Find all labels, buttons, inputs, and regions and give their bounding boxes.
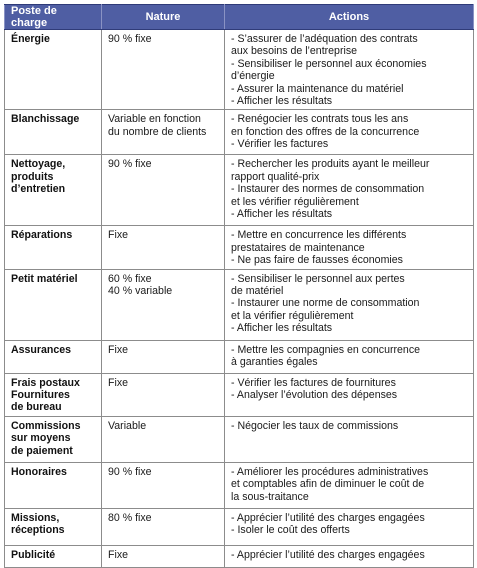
cell-poste-line: Honoraires: [11, 465, 67, 478]
cell-actions: [225, 462, 474, 508]
cell-poste-line: réceptions: [11, 524, 65, 537]
cell-poste-line: Commissions: [11, 419, 81, 432]
cell-nature: [102, 462, 225, 508]
cell-nature: [102, 30, 225, 110]
cell-poste-line: Énergie: [11, 33, 50, 45]
table-row: [5, 340, 474, 373]
cell-poste: [5, 508, 102, 545]
cell-actions-line: - Sensibiliser le personnel aux pertes: [231, 272, 405, 285]
cell-nature-line: 80 % fixe: [108, 511, 152, 524]
cell-poste: [5, 30, 102, 110]
cell-nature: [102, 155, 225, 226]
table-row: [5, 416, 474, 462]
table-row: [5, 226, 474, 269]
cell-nature: [102, 340, 225, 373]
table-row: [5, 462, 474, 508]
cell-poste: [5, 373, 102, 416]
cell-actions-line: rapport qualité-prix: [231, 170, 320, 183]
cell-actions-line: et comptables afin de diminuer le coût de: [231, 478, 425, 491]
cell-poste-line: d’entretien: [11, 183, 66, 196]
table-row: [5, 508, 474, 545]
cell-actions: [225, 110, 474, 155]
header-row: [5, 5, 474, 30]
cell-poste-line: sur moyens: [11, 432, 71, 445]
cell-poste-line: Fournitures: [11, 389, 70, 402]
cell-actions-line: - S’assurer de l’adéquation des contrats: [231, 33, 418, 45]
cell-actions-line: - Améliorer les procédures administratives: [231, 465, 429, 478]
cell-actions-line: - Afficher les résultats: [231, 95, 333, 108]
cell-actions-line: - Instaurer des normes de consommation: [231, 183, 425, 196]
cell-poste: [5, 462, 102, 508]
cell-poste-line: Réparations: [11, 229, 73, 242]
cell-actions-line: - Analyser l’évolution des dépenses: [231, 389, 398, 402]
cell-poste-line: de paiement: [11, 444, 73, 457]
cell-poste-line: Blanchissage: [11, 113, 80, 126]
cell-poste: [5, 340, 102, 373]
cell-nature-line: Fixe: [108, 548, 129, 561]
cell-actions: [225, 416, 474, 462]
cell-actions: [225, 508, 474, 545]
cell-actions-line: la sous-traitance: [231, 490, 309, 503]
cell-actions-line: - Isoler le coût des offerts: [231, 524, 350, 537]
cell-nature-line: du nombre de clients: [108, 125, 207, 138]
cell-poste: [5, 416, 102, 462]
table-row: [5, 269, 474, 340]
cell-actions-line: - Assurer la maintenance du matériel: [231, 82, 404, 95]
cell-actions-line: - Renégocier les contrats tous les ans: [231, 113, 409, 126]
cell-nature: [102, 226, 225, 269]
cell-actions-line: en fonction des offres de la concurrence: [231, 125, 420, 138]
cell-nature-line: Fixe: [108, 343, 129, 356]
cell-poste: [5, 269, 102, 340]
table-row: [5, 155, 474, 226]
cell-actions-line: - Vérifier les factures de fournitures: [231, 376, 396, 389]
cell-nature-line: 90 % fixe: [108, 158, 152, 171]
cell-actions: [225, 30, 474, 110]
cell-nature-line: Fixe: [108, 229, 129, 242]
cell-poste-line: Nettoyage,: [11, 158, 66, 171]
cell-poste-line: produits: [11, 170, 54, 183]
cell-nature: [102, 373, 225, 416]
cell-nature: [102, 545, 225, 567]
cell-actions-line: à garanties égales: [231, 356, 318, 369]
cell-poste-line: Frais postaux: [11, 376, 80, 389]
cell-actions-line: prestataires de maintenance: [231, 241, 365, 254]
table-row: [5, 30, 474, 110]
cell-nature: [102, 508, 225, 545]
cell-nature: [102, 269, 225, 340]
cell-nature-line: 40 % variable: [108, 285, 173, 298]
cell-nature-line: Variable: [108, 419, 147, 432]
header-actions: Actions: [225, 5, 474, 30]
cell-nature-line: 60 % fixe: [108, 272, 152, 285]
table-row: [5, 373, 474, 416]
cell-actions-line: - Rechercher les produits ayant le meilleur: [231, 158, 430, 171]
cell-actions: [225, 269, 474, 340]
cell-nature-line: Fixe: [108, 376, 129, 389]
charges-table: [4, 4, 474, 568]
charges-table-container: [4, 4, 473, 568]
header-poste: Poste de charge: [5, 5, 102, 30]
cell-poste-line: Petit matériel: [11, 272, 78, 285]
cell-actions-line: - Instaurer une norme de consommation: [231, 297, 420, 310]
cell-poste: [5, 155, 102, 226]
cell-nature: [102, 416, 225, 462]
cell-poste-line: Assurances: [11, 343, 72, 356]
cell-actions-line: et les vérifier régulièrement: [231, 195, 359, 208]
table-row: [5, 110, 474, 155]
cell-actions-line: - Mettre en concurrence les différents: [231, 229, 407, 242]
cell-poste: [5, 110, 102, 155]
cell-actions-line: d’énergie: [231, 70, 275, 83]
cell-actions-line: - Ne pas faire de fausses économies: [231, 254, 403, 267]
cell-actions: [225, 155, 474, 226]
cell-actions-line: - Afficher les résultats: [231, 322, 333, 335]
cell-actions: [225, 373, 474, 416]
cell-actions: [225, 226, 474, 269]
header-nature: Nature: [102, 5, 225, 30]
table-row: [5, 545, 474, 567]
cell-actions-line: - Mettre les compagnies en concurrence: [231, 343, 421, 356]
cell-poste: [5, 226, 102, 269]
cell-poste-line: de bureau: [11, 401, 62, 414]
table-header: [5, 5, 474, 30]
cell-nature-line: 90 % fixe: [108, 33, 152, 45]
cell-nature: [102, 110, 225, 155]
cell-actions: [225, 340, 474, 373]
cell-actions-line: - Sensibiliser le personnel aux économies: [231, 57, 427, 70]
table-body: [5, 30, 474, 568]
cell-poste-line: Publicité: [11, 548, 56, 561]
cell-actions: [225, 545, 474, 567]
cell-actions-line: de matériel: [231, 285, 284, 298]
cell-nature-line: 90 % fixe: [108, 465, 152, 478]
cell-actions-line: - Apprécier l’utilité des charges engagées: [231, 548, 425, 561]
cell-poste: [5, 545, 102, 567]
cell-actions-line: aux besoins de l’entreprise: [231, 45, 358, 58]
cell-poste-line: Missions,: [11, 511, 60, 524]
cell-actions-line: - Apprécier l’utilité des charges engagées: [231, 511, 425, 524]
cell-nature-line: Variable en fonction: [108, 113, 201, 126]
cell-actions-line: - Vérifier les factures: [231, 138, 329, 151]
cell-actions-line: - Négocier les taux de commissions: [231, 419, 399, 432]
cell-actions-line: - Afficher les résultats: [231, 208, 333, 221]
cell-actions-line: et la vérifier régulièrement: [231, 309, 354, 322]
